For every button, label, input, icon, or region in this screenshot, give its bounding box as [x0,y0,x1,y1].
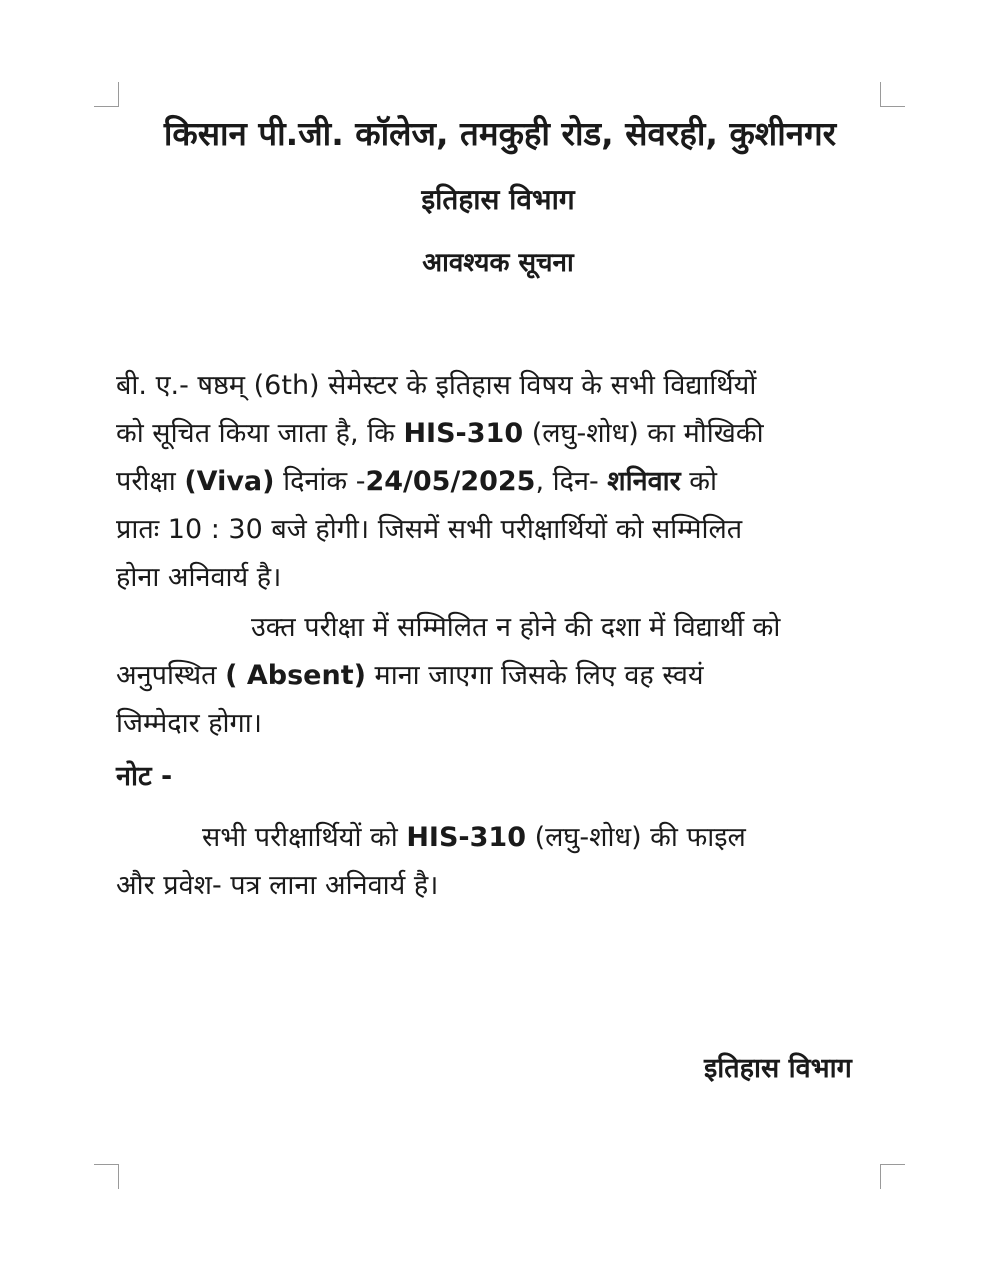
notice-paragraph-1 [116,362,876,602]
college-name-heading: किसान पी.जी. कॉलेज, तमकुही रोड, सेवरही, कुशीनगर [163,114,837,153]
text-segment: (लघु-शोध) का मौखिकी [523,418,764,449]
crop-mark-top-left [94,82,119,107]
paragraph-1-line-5: होना अनिवार्य है। [116,562,282,593]
paragraph-2-line-2 [116,652,876,700]
notice-paragraph-2 [116,604,876,748]
text-segment: दिनांक - [274,466,366,497]
text-segment: को [680,466,717,497]
notice-title: आवश्यक सूचना [422,248,574,278]
crop-mark-bottom-left [94,1164,119,1189]
text-segment: को सूचित किया जाता है, कि [116,418,404,449]
note-label: नोट - [116,761,173,792]
text-segment: अनुपस्थित [116,660,226,691]
note-paragraph [116,814,876,910]
text-segment: , दिन- [535,466,608,497]
note-line-1 [116,814,876,862]
text-segment: (लघु-शोध) की फाइल [525,822,746,853]
exam-date: 24/05/2025 [365,466,536,497]
department-heading: इतिहास विभाग [421,183,575,216]
crop-mark-top-right [880,82,905,107]
paragraph-1-line-1: बी. ए.- षष्ठम् (6th) सेमेस्टर के इतिहास विषय के सभी विद्यार्थियों [116,370,757,401]
paragraph-2-line-3: जिम्मेदार होगा। [116,708,262,739]
paragraph-2-line-1: उक्त परीक्षा में सम्मिलित न होने की दशा में विद्यार्थी को [251,612,781,643]
paragraph-1-line-4: प्रातः 10 : 30 बजे होगी। जिसमें सभी परीक्षार्थियों को सम्मिलित [116,514,743,545]
crop-mark-bottom-right [880,1164,905,1189]
viva-label: (Viva) [184,466,275,497]
course-code: HIS-310 [403,418,524,449]
text-segment: सभी परीक्षार्थियों को [202,822,407,853]
absent-label: ( Absent) [225,660,366,691]
paragraph-1-line-2 [116,410,876,458]
paragraph-1-line-3 [116,458,876,506]
note-line-2: और प्रवेश- पत्र लाना अनिवार्य है। [116,870,439,901]
signature-department: इतिहास विभाग [704,1053,852,1084]
text-segment: परीक्षा [116,466,185,497]
course-code: HIS-310 [406,822,526,853]
text-segment: माना जाएगा जिसके लिए वह स्वयं [365,660,704,691]
exam-day: शनिवार [607,466,681,497]
